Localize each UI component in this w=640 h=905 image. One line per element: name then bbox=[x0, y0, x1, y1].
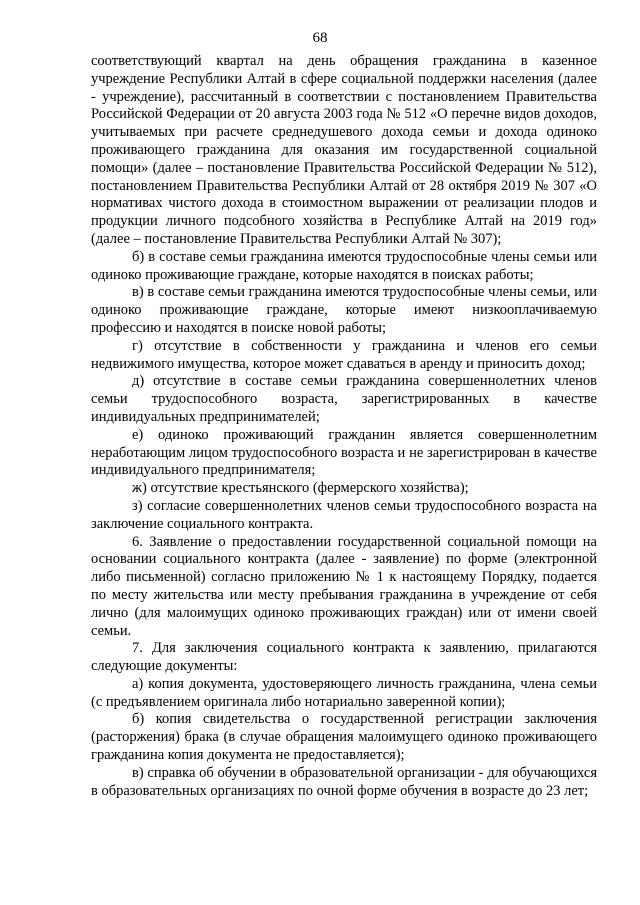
paragraph-item-e: е) одиноко проживающий гражданин является совершеннолетним неработающим лицом трудоспособного возраста и не зарегистрирован в качестве индивидуального предпринимателя; bbox=[91, 426, 597, 479]
paragraph-clause-7: 7. Для заключения социального контракта к заявлению, прилагаются следующие документы: bbox=[91, 640, 597, 675]
paragraph-income-criteria: соответствующий квартал на день обращения гражданина в казенное учреждение Республики Алтай в сфере социальной поддержки населения (далее - учреждение), рассчитанный в соответствии с постановлением Правительства Российской Федерации от 20 августа 2003 года № 512 «О перечне видов доходов, учитываемых при расчете среднедушевого дохода семьи и дохода одиноко проживающего гражданина для оказания им государственной социальной помощи» (далее – постановление Правительства Российской Федерации № 512), постановлением Правительства Республики Алтай от 28 октября 2019 № 307 «О нормативах чистого дохода в стоимостном выражении от реализации плодов и продукции личного подсобного хозяйства в Республике Алтай на 2019 год» (далее – постановление Правительства Республики Алтай № 307); bbox=[91, 53, 597, 247]
paragraph-item-g: г) отсутствие в собственности у гражданина и членов его семьи недвижимого имущества, которое может сдаваться в аренду и приносить доход; bbox=[91, 337, 597, 372]
paragraph-item-b: б) в составе семьи гражданина имеются трудоспособные члены семьи или одиноко проживающие граждане, которые находятся в поисках работы; bbox=[91, 248, 597, 283]
paragraph-item-zh: ж) отсутствие крестьянского (фермерского хозяйства); bbox=[132, 480, 469, 497]
paragraph-clause-6: 6. Заявление о предоставлении государственной социальной помощи на основании социального контракта (далее - заявление) по форме (электронной либо письменной) согласно приложению № 1 к настоящему Порядку, подается по месту жительства или месту пребывания гражданина в учреждение от себя лично (для малоимущих одиноко проживающих граждан) или от имени своей семьи. bbox=[91, 533, 597, 639]
paragraph-item-d: д) отсутствие в составе семьи гражданина совершеннолетних членов семьи трудоспособного возраста, зарегистрированных в качестве индивидуальных предпринимателей; bbox=[91, 373, 597, 425]
paragraph-doc-v: в) справка об обучении в образовательной организации - для обучающихся в образовательных организациях по очной форме обучения в возрасте до 23 лет; bbox=[91, 764, 597, 799]
paragraph-item-z: з) согласие совершеннолетних членов семьи трудоспособного возраста на заключение социального контракта. bbox=[91, 497, 597, 532]
paragraph-doc-b: б) копия свидетельства о государственной регистрации заключения (расторжения) брака (в случае обращения малоимущего одиноко проживающего гражданина копия документа не предоставляется); bbox=[91, 711, 597, 764]
page-number: 68 bbox=[312, 30, 328, 46]
paragraph-doc-a: а) копия документа, удостоверяющего личность гражданина, члена семьи (с предъявлением оригинала либо нотариально заверенной копии); bbox=[91, 675, 597, 710]
document-body bbox=[91, 53, 597, 800]
paragraph-item-v: в) в составе семьи гражданина имеются трудоспособные члены семьи, или одиноко проживающие граждане, которые имеют низкооплачиваемую профессию и находятся в поиске новой работы; bbox=[91, 284, 597, 336]
